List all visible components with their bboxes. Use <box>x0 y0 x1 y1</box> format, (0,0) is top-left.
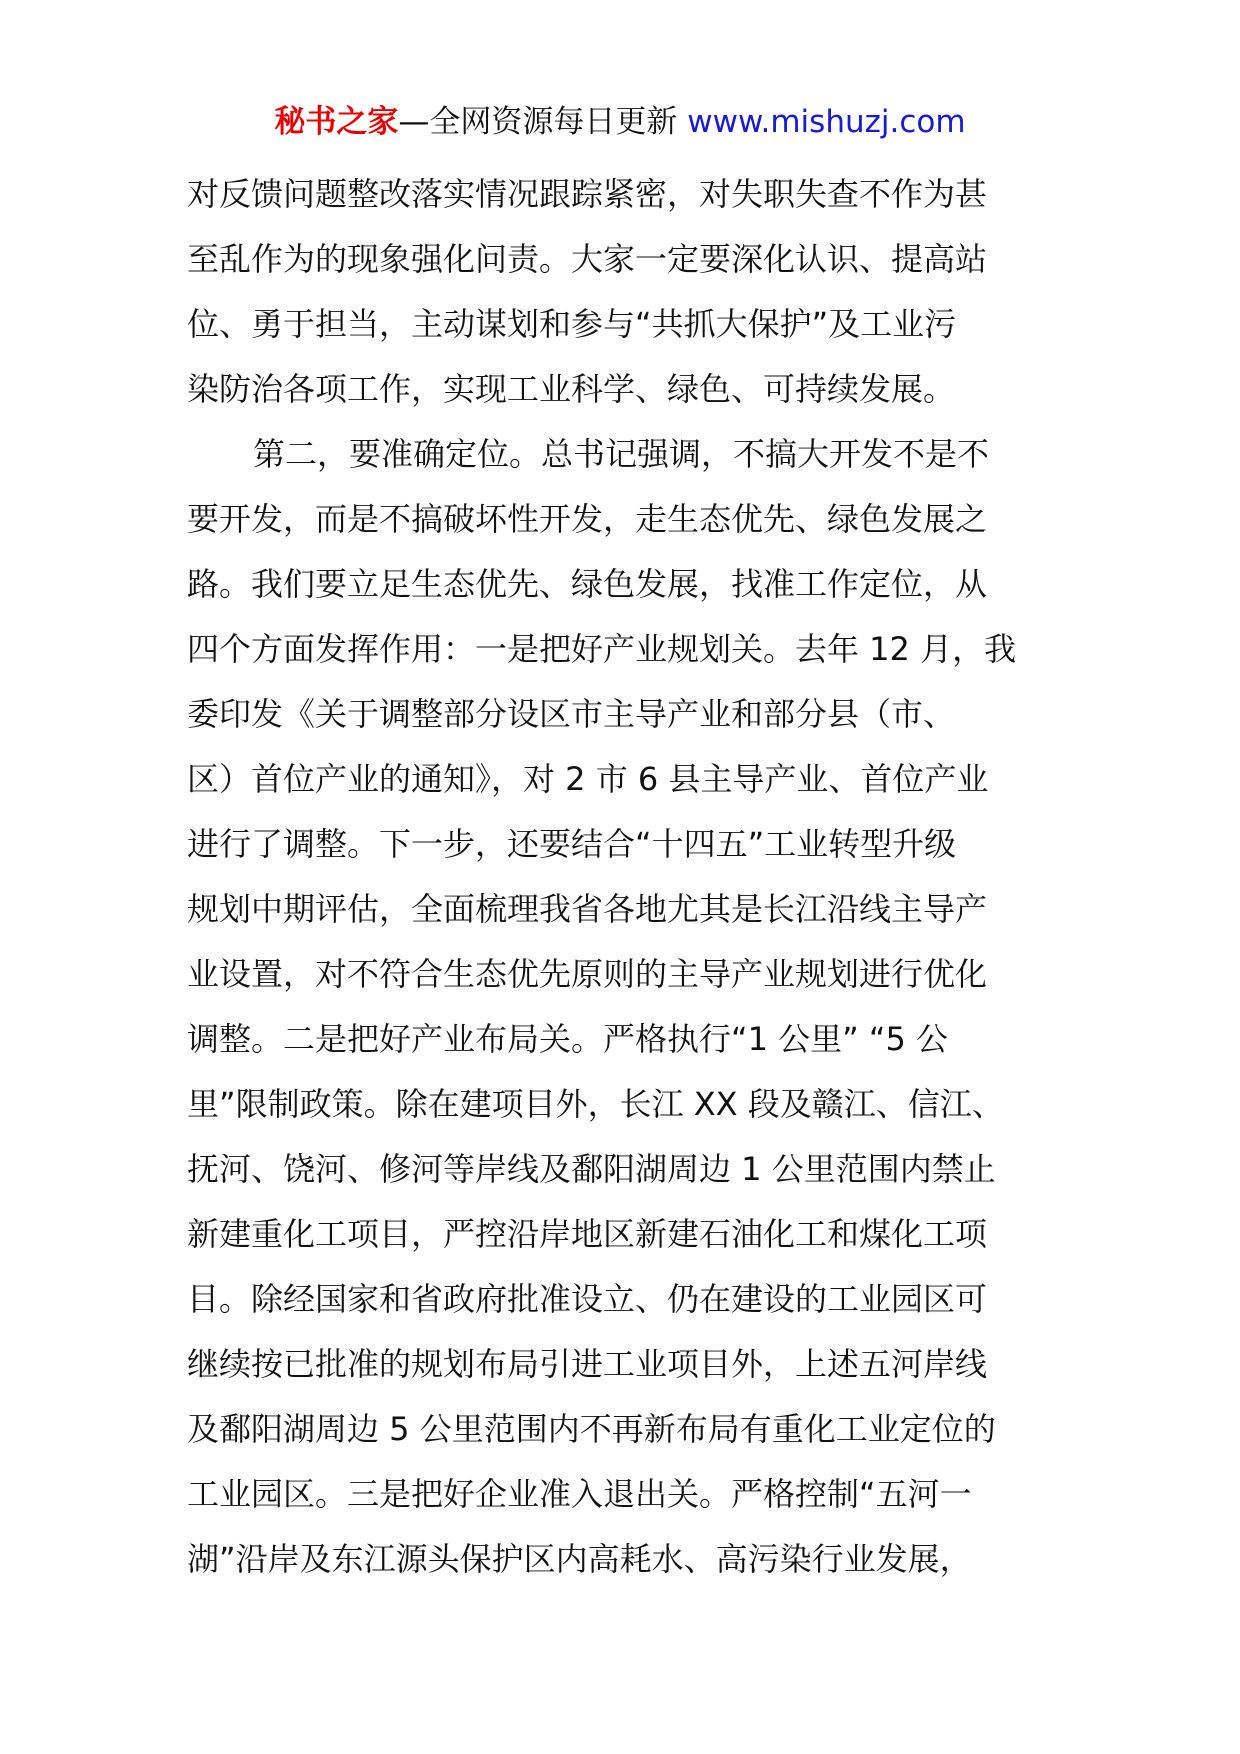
site-url-link[interactable]: www.mishuzj.com <box>687 104 966 140</box>
text-line: 继续按已批准的规划布局引进工业项目外，上述五河岸线 <box>187 1345 988 1383</box>
text-line: 染防治各项工作，实现工业科学、绿色、可持续发展。 <box>187 370 956 408</box>
header-tagline: —全网资源每日更新 <box>398 104 678 140</box>
text-line: 委印发《关于调整部分设区市主导产业和部分县（市、 <box>187 695 956 733</box>
text-line: 目。除经国家和省政府批准设立、仍在建设的工业园区可 <box>187 1280 988 1318</box>
text-line: 进行了调整。下一步，还要结合“十四五”工业转型升级 <box>187 825 957 863</box>
text-line: 四个方面发挥作用：一是把好产业规划关。去年 12 月，我 <box>187 630 1017 668</box>
page-header <box>0 100 1240 144</box>
text-line: 要开发，而是不搞破坏性开发，走生态优先、绿色发展之 <box>187 500 988 538</box>
text-line: 业设置，对不符合生态优先原则的主导产业规划进行优化 <box>187 955 988 993</box>
text-line: 区）首位产业的通知》，对 2 市 6 县主导产业、首位产业 <box>187 760 989 798</box>
text-line: 新建重化工项目，严控沿岸地区新建石油化工和煤化工项 <box>187 1215 988 1253</box>
text-line: 位、勇于担当，主动谋划和参与“共抓大保护”及工业污 <box>187 305 957 343</box>
text-line: 抚河、饶河、修河等岸线及鄱阳湖周边 1 公里范围内禁止 <box>187 1150 996 1188</box>
text-line: 路。我们要立足生态优先、绿色发展，找准工作定位，从 <box>187 565 988 603</box>
text-line: 湖”沿岸及东江源头保护区内高耗水、高污染行业发展， <box>187 1540 972 1578</box>
text-line: 对反馈问题整改落实情况跟踪紧密，对失职失查不作为甚 <box>187 175 988 213</box>
brand-name: 秘书之家 <box>274 104 399 140</box>
text-line: 规划中期评估，全面梳理我省各地尤其是长江沿线主导产 <box>187 890 988 928</box>
paragraph-start-line: 第二，要准确定位。总书记强调，不搞大开发不是不 <box>253 435 990 473</box>
text-line: 里”限制政策。除在建项目外，长江 XX 段及赣江、信江、 <box>187 1085 1004 1123</box>
text-line: 工业园区。三是把好企业准入退出关。严格控制“五河一 <box>187 1475 972 1513</box>
text-line: 调整。二是把好产业布局关。严格执行“1 公里” “5 公 <box>187 1020 948 1058</box>
text-line: 至乱作为的现象强化问责。大家一定要深化认识、提高站 <box>187 240 988 278</box>
text-line: 及鄱阳湖周边 5 公里范围内不再新布局有重化工业定位的 <box>187 1410 996 1448</box>
document-body <box>187 162 1057 1592</box>
